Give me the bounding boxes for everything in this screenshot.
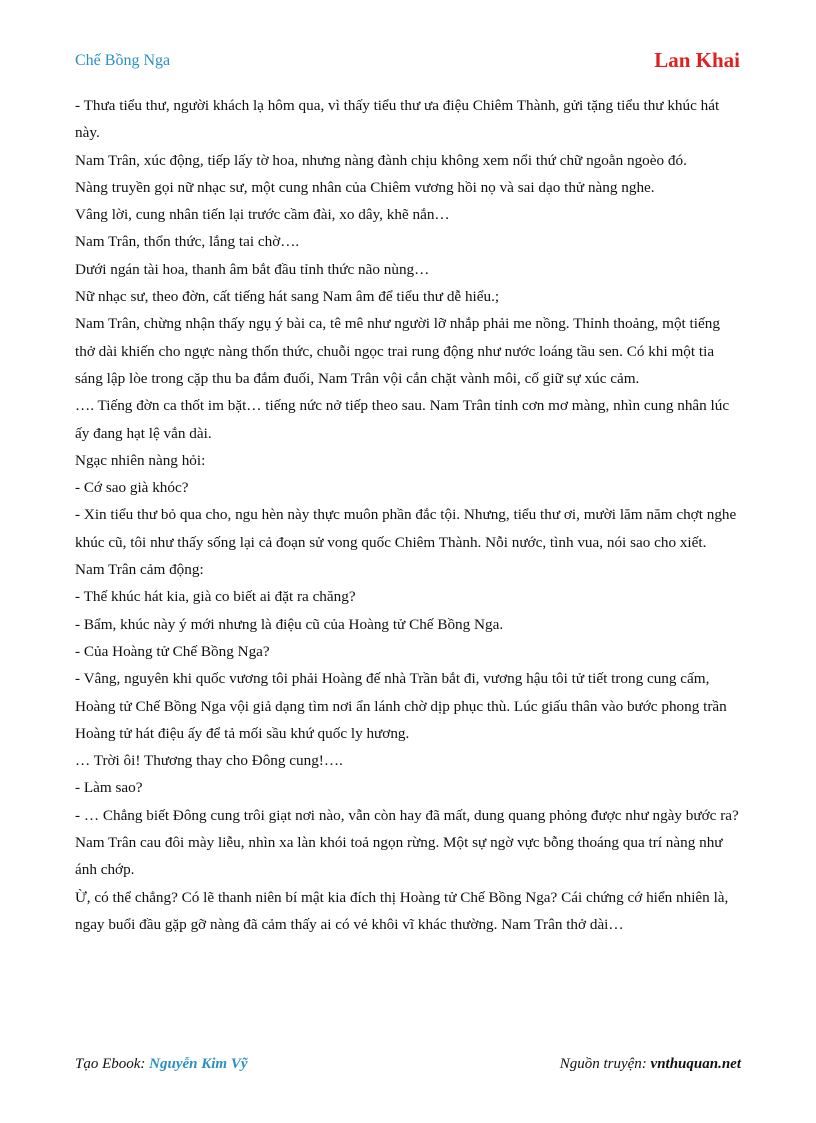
paragraph: Nam Trân cau đôi mày liễu, nhìn xa làn khói toả ngọn rừng. Một sự ngờ vực bỗng thoáng qua trí nàng như ánh chớp.	[75, 834, 723, 879]
paragraph: Ừ, có thể chẳng? Có lẽ thanh niên bí mật kia đích thị Hoàng tử Chế Bồng Nga? Cái chứng cớ hiển nhiên là, ngay buổi đầu gặp gỡ nàng đã cảm thấy ai có vẻ khôi vĩ khác thường. Nam Trân thở dài…	[75, 888, 729, 933]
paragraph: Nam Trân, chừng nhận thấy ngụ ý bài ca, tê mê như người lỡ nhắp phải me nồng. Thỉnh thoảng, một tiếng thở dài khiến cho ngực nàng thổn thức, chuỗi ngọc trai rung động như nước loáng tầu sen. Có khi một tia sáng lập lòe trong cặp thu ba đắm đuối, Nam Trân vội cắn chặt vành môi, cố giữ sự xúc cảm.	[75, 315, 720, 387]
ebook-credit-separator: :	[140, 1056, 150, 1072]
paragraph: - Vâng, nguyên khi quốc vương tôi phải Hoàng đế nhà Trần bắt đi, vương hậu tôi tử tiết trong cung cấm, Hoàng tử Chế Bồng Nga vội giả dạng tìm nơi ẩn lánh chờ dịp phục thù. Lúc giấu thân vào bước phong trần Hoàng tử hát điệu ấy để tả mối sầu khứ quốc ly hương.	[75, 670, 727, 742]
paragraph: - … Chẳng biết Đông cung trôi giạt nơi nào, vẫn còn hay đã mất, dung quang phỏng được như ngày bước ra?	[75, 806, 739, 824]
ebook-creator-name: Nguyễn Kim Vỹ	[149, 1056, 248, 1072]
paragraph: Nữ nhạc sư, theo đờn, cất tiếng hát sang Nam âm để tiểu thư dễ hiểu.;	[75, 288, 500, 306]
paragraph: Nàng truyền gọi nữ nhạc sư, một cung nhân của Chiêm vương hồi nọ và sai dạo thử nàng nghe.	[75, 178, 655, 196]
paragraph: Vâng lời, cung nhân tiến lại trước cầm đài, xo dây, khẽ nắn…	[75, 206, 450, 224]
paragraph: - Xin tiểu thư bỏ qua cho, ngu hèn này thực muôn phần đắc tội. Nhưng, tiểu thư ơi, mười lăm năm chợt nghe khúc cũ, tôi như thấy sống lại cả đoạn sử vong quốc Chiêm Thành. Nỗi nước, tình vua, nói sao cho xiết.	[75, 506, 737, 551]
paragraph: Nam Trân cảm động:	[75, 561, 204, 579]
paragraph: - Của Hoàng tử Chế Bồng Nga?	[75, 642, 270, 660]
paragraph: Nam Trân, xúc động, tiếp lấy tờ hoa, nhưng nàng đành chịu không xem nổi thứ chữ ngoằn ngoèo đó.	[75, 151, 687, 169]
ebook-credit-label: Tạo Ebook	[75, 1056, 141, 1072]
paragraph: Ngạc nhiên nàng hỏi:	[75, 451, 206, 469]
ebook-credit	[75, 1056, 248, 1073]
body-text	[75, 92, 743, 938]
paragraph: … Trời ôi! Thương thay cho Đông cung!….	[75, 752, 343, 770]
paragraph: - Bẩm, khúc này ý mới nhưng là điệu cũ của Hoàng tử Chế Bồng Nga.	[75, 615, 504, 633]
paragraph: Nam Trân, thổn thức, lắng tai chờ….	[75, 233, 300, 251]
paragraph: …. Tiếng đờn ca thốt im bặt… tiếng nức nở tiếp theo sau. Nam Trân tỉnh cơn mơ màng, nhìn cung nhân lúc ấy đang hạt lệ vắn dài.	[75, 397, 730, 442]
paragraph: - Làm sao?	[75, 779, 143, 797]
author-name: Lan Khai	[654, 48, 740, 72]
source-credit	[560, 1056, 741, 1073]
source-credit-separator: :	[641, 1056, 651, 1072]
book-title: Chế Bồng Nga	[75, 52, 171, 69]
source-site-name: vnthuquan.net	[650, 1056, 741, 1072]
paragraph: - Cớ sao già khóc?	[75, 479, 189, 497]
source-credit-label: Nguồn truyện	[559, 1056, 642, 1072]
paragraph: - Thế khúc hát kia, già co biết ai đặt ra chăng?	[75, 588, 356, 606]
paragraph: Dưới ngán tài hoa, thanh âm bắt đầu tỉnh thức não nùng…	[75, 260, 430, 278]
paragraph: - Thưa tiểu thư, người khách lạ hôm qua, vì thấy tiểu thư ưa điệu Chiêm Thành, gửi tặng tiểu thư khúc hát này.	[75, 97, 720, 142]
